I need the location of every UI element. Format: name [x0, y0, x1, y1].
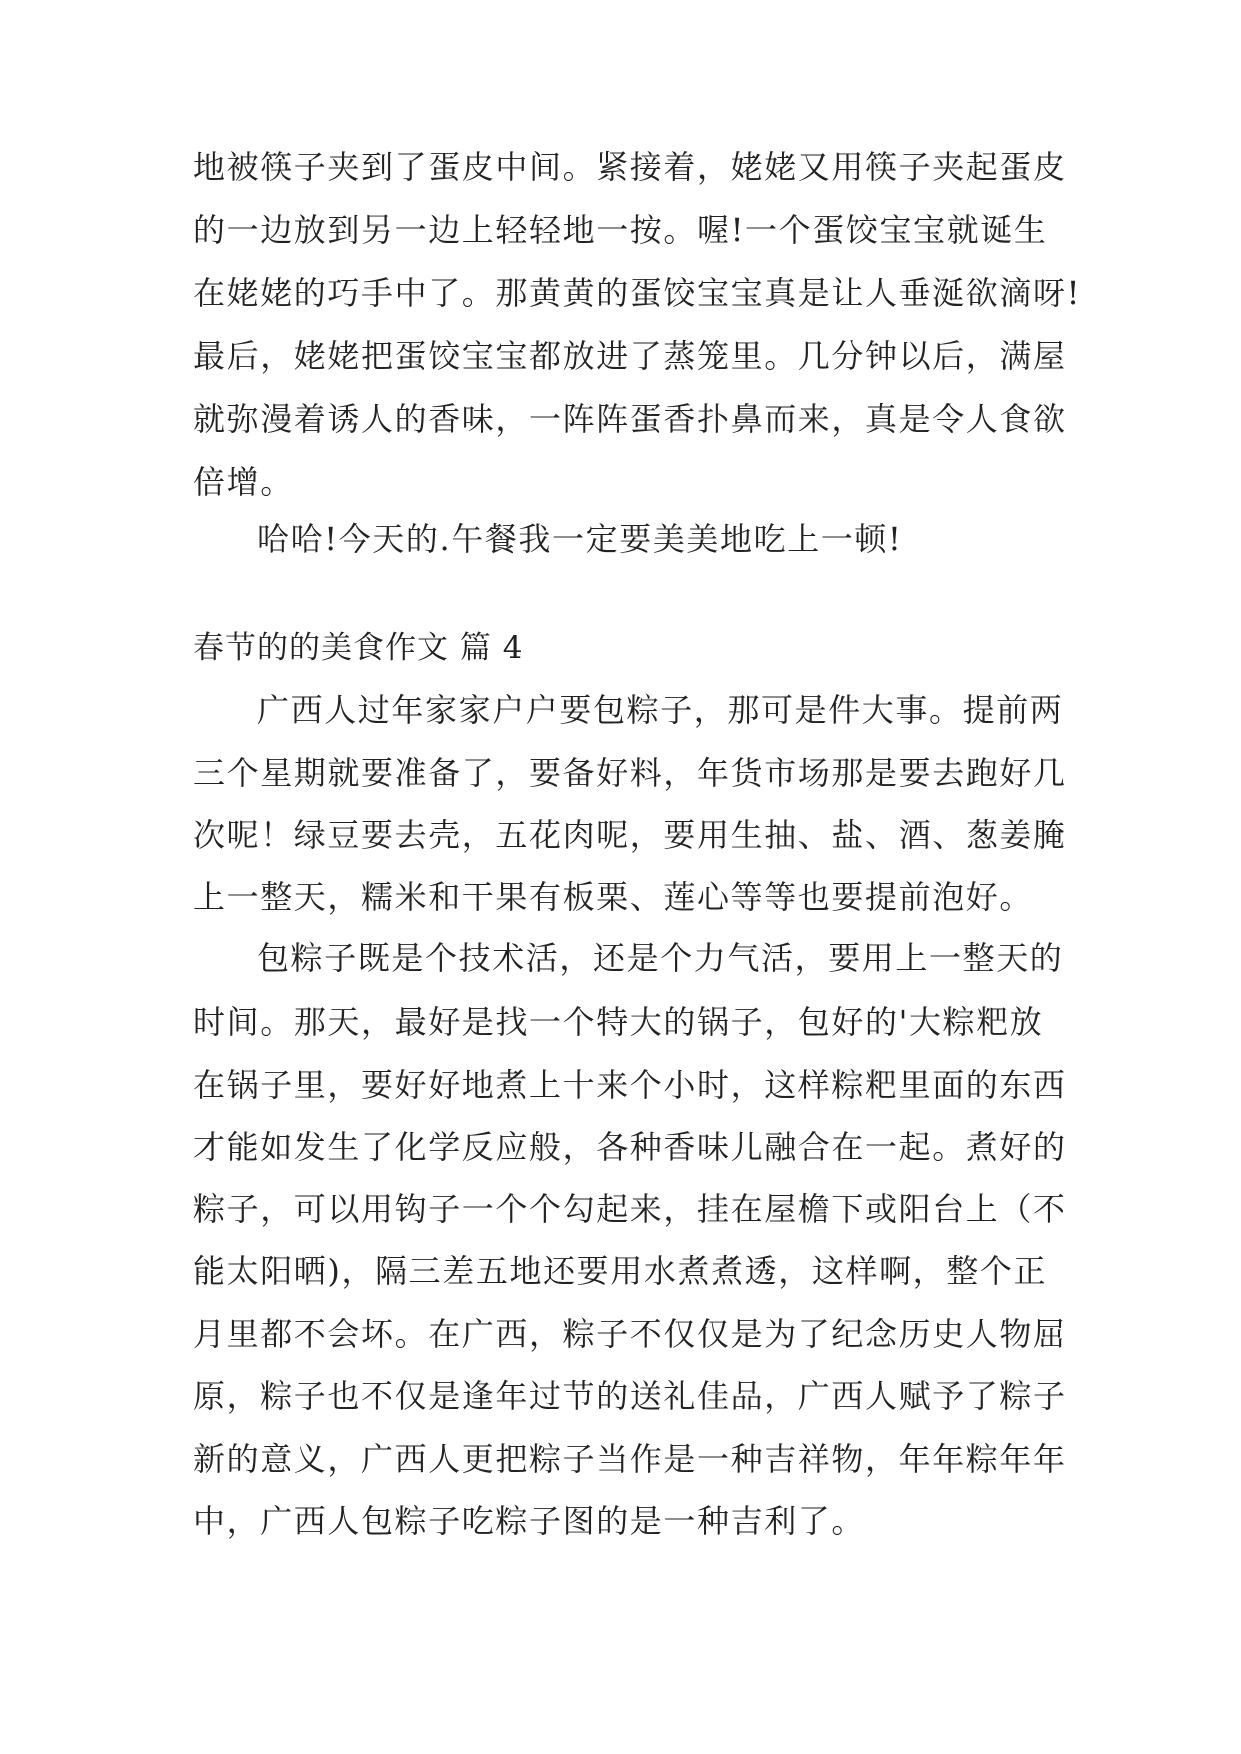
text-line: 地被筷子夹到了蛋皮中间。紧接着，姥姥又用筷子夹起蛋皮 [193, 148, 1067, 186]
text-line: 新的意义，广西人更把粽子当作是一种吉祥物，年年粽年年 [193, 1440, 1067, 1478]
text-line: 广西人过年家家户户要包粽子，那可是件大事。提前两 [257, 691, 1064, 729]
text-line: 最后，姥姥把蛋饺宝宝都放进了蒸笼里。几分钟以后，满屋 [193, 337, 1067, 375]
text-line: 就弥漫着诱人的香味，一阵阵蛋香扑鼻而来，真是令人食欲 [193, 400, 1067, 438]
text-line: 原，粽子也不仅是逢年过节的送礼佳品，广西人赋予了粽子 [193, 1377, 1067, 1415]
text-line: 在锅子里，要好好地煮上十来个小时，这样粽粑里面的东西 [193, 1066, 1067, 1104]
text-line: 时间。那天，最好是找一个特大的锅子，包好的'大粽粑放 [193, 1003, 1044, 1041]
text-line: 粽子，可以用钩子一个个勾起来，挂在屋檐下或阳台上（不 [193, 1190, 1067, 1228]
text-line: 中，广西人包粽子吃粽子图的是一种吉利了。 [193, 1502, 866, 1540]
text-line: 在姥姥的巧手中了。那黄黄的蛋饺宝宝真是让人垂涎欲滴呀! [193, 274, 1082, 312]
text-line: 包粽子既是个技术活，还是个力气活，要用上一整天的 [257, 939, 1064, 977]
text-line: 倍增。 [193, 463, 294, 501]
text-line: 三个星期就要准备了，要备好料，年货市场那是要去跑好几 [193, 754, 1067, 792]
text-line: 能太阳晒)，隔三差五地还要用水煮煮透，这样啊，整个正 [193, 1252, 1048, 1290]
text-line: 的一边放到另一边上轻轻地一按。喔!一个蛋饺宝宝就诞生 [193, 211, 1048, 249]
text-line: 上一整天，糯米和干果有板栗、莲心等等也要提前泡好。 [193, 878, 1034, 916]
text-line: 哈哈!今天的.午餐我一定要美美地吃上一顿! [257, 520, 903, 558]
text-line: 月里都不会坏。在广西，粽子不仅仅是为了纪念历史人物屈 [193, 1315, 1067, 1353]
text-line: 次呢！绿豆要去壳，五花肉呢，要用生抽、盐、酒、葱姜腌 [193, 816, 1067, 854]
text-line: 才能如发生了化学反应般，各种香味儿融合在一起。煮好的 [193, 1128, 1067, 1166]
section-title: 春节的的美食作文 篇 4 [193, 630, 524, 666]
